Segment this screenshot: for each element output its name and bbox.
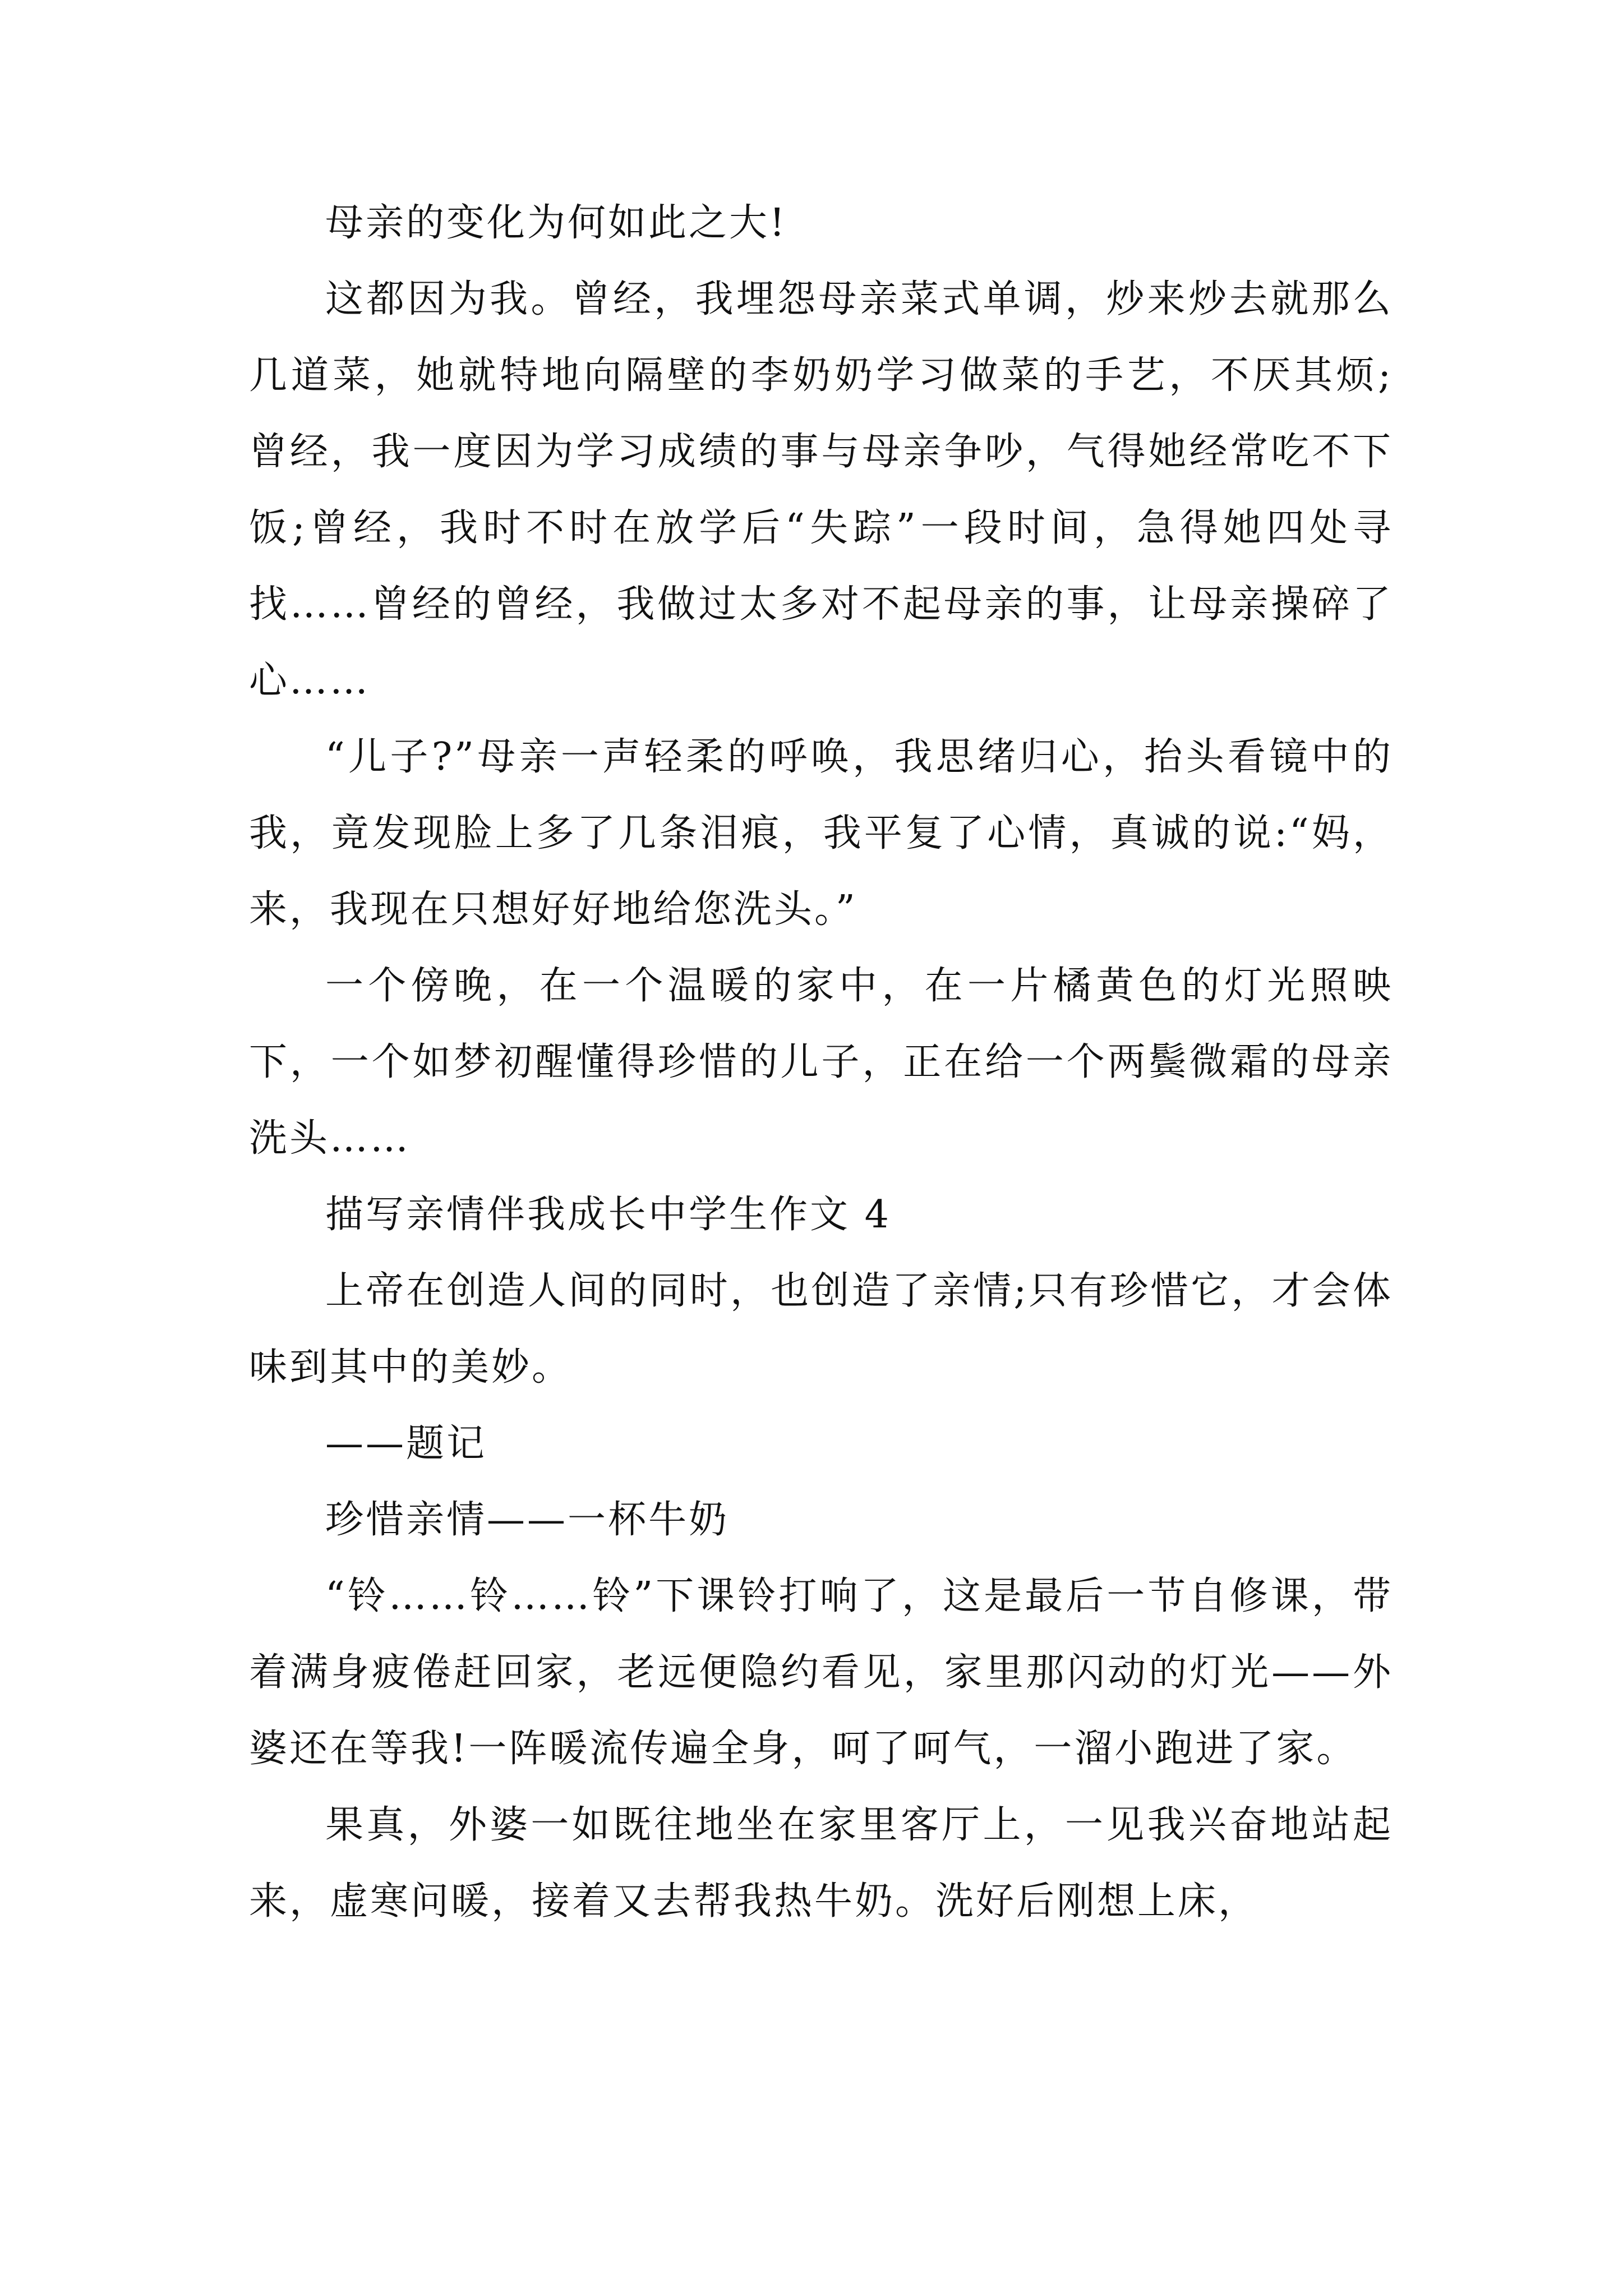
section-heading: 珍惜亲情——一杯牛奶: [325, 1498, 730, 1542]
document-body: [249, 185, 1393, 1940]
paragraph-mother-change: 母亲的变化为何如此之大!: [325, 201, 787, 245]
paragraph-epigraph: 上帝在创造人间的同时，也创造了亲情;只有珍惜它，才会体味到其中的美妙。: [249, 1269, 1393, 1389]
paragraph-son-call: “儿子?”母亲一声轻柔的呼唤，我思绪归心，抬头看镜中的我，竟发现脸上多了几条泪痕，我平复了心情，真诚的说:“妈，来，我现在只想好好地给您洗头。”: [249, 735, 1393, 932]
paragraph-bell: “铃……铃……铃”下课铃打响了，这是最后一节自修课，带着满身疲倦赶回家，老远便隐约看见，家里那闪动的灯光——外婆还在等我!一阵暖流传遍全身，呵了呵气，一溜小跑进了家。: [249, 1574, 1393, 1771]
paragraph-grandma-milk: 果真，外婆一如既往地坐在家里客厅上，一见我兴奋地站起来，虚寒问暖，接着又去帮我热牛奶。洗好后刚想上床，: [249, 1803, 1393, 1924]
paragraph-because-of-me: 这都因为我。曾经，我埋怨母亲菜式单调，炒来炒去就那么几道菜，她就特地向隔壁的李奶奶学习做菜的手艺，不厌其烦;曾经，我一度因为学习成绩的事与母亲争吵，气得她经常吃不下饭;曾经，我时不时在放学后“失踪”一段时间，急得她四处寻找……曾经的曾经，我做过太多对不起母亲的事，让母亲操碎了心……: [249, 277, 1393, 703]
essay-title: 描写亲情伴我成长中学生作文 4: [325, 1193, 891, 1237]
paragraph-evening-wash: 一个傍晚，在一个温暖的家中，在一片橘黄色的灯光照映下，一个如梦初醒懂得珍惜的儿子，正在给一个两鬓微霜的母亲洗头……: [249, 964, 1393, 1161]
epigraph-attribution: ——题记: [325, 1421, 487, 1466]
